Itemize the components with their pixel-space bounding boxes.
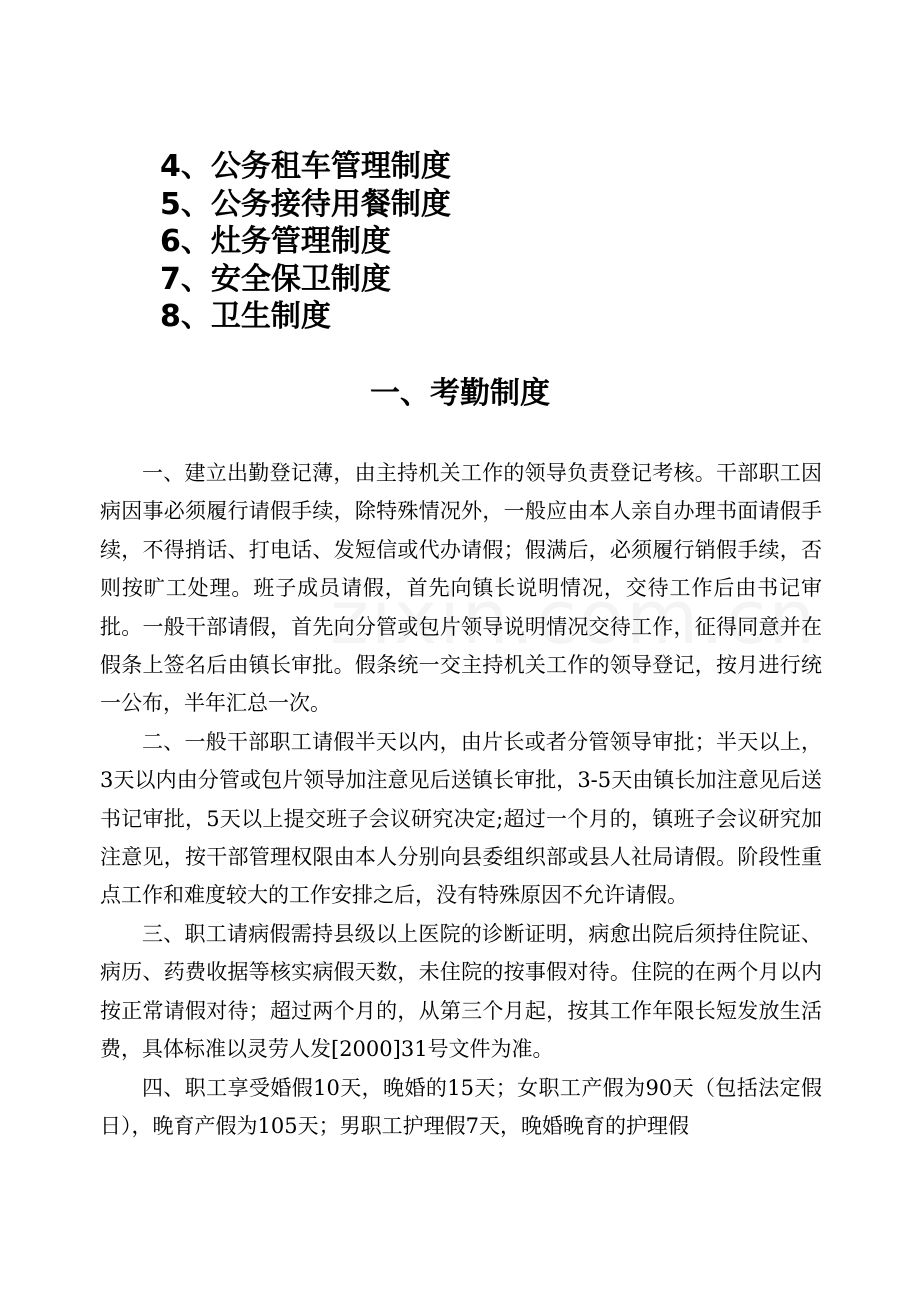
- body-text: [100, 454, 822, 1145]
- toc-item-7: 7、安全保卫制度: [160, 261, 391, 297]
- toc-item-4: 4、公务租车管理制度: [160, 149, 451, 184]
- toc-item-6: 6、灶务管理制度: [160, 224, 391, 259]
- paragraph-3: 三、职工请病假需持县级以上医院的诊断证明，病愈出院后须持住院证、病历、药费收据等核实病假天数，未住院的按事假对待。住院的在两个月以内按正常请假对待；超过两个月的，从第三个月起，按其工作年限长短发放生活费，具体标准以灵劳人发[2000]31号文件为准。: [100, 921, 822, 1062]
- paragraph-4: 四、职工享受婚假10天，晚婚的15天；女职工产假为90天（包括法定假日），晚育产假为105天；男职工护理假7天，晚婚晚育的护理假: [100, 1075, 822, 1138]
- toc-item-8: 8、卫生制度: [160, 299, 331, 334]
- table-of-contents: [160, 148, 451, 336]
- paragraph-1: 一、建立出勤登记薄，由主持机关工作的领导负责登记考核。干部职工因病因事必须履行请假手续，除特殊情况外，一般应由本人亲自办理书面请假手续，不得捎话、打电话、发短信或代办请假；假满后，必须履行销假手续，否则按旷工处理。班子成员请假，首先向镇长说明情况，交待工作后由书记审批。一般干部请假，首先向分管或包片领导说明情况交待工作，征得同意并在假条上签名后由镇长审批。假条统一交主持机关工作的领导登记，按月进行统一公布，半年汇总一次。: [100, 461, 822, 716]
- toc-item-5: 5、公务接待用餐制度: [160, 186, 451, 222]
- section-title: 一、考勤制度: [370, 376, 550, 411]
- paragraph-2: 二、一般干部职工请假半天以内，由片长或者分管领导审批；半天以上，3天以内由分管或包片领导加注意见后送镇长审批，3-5天由镇长加注意见后送书记审批，5天以上提交班子会议研究决定;超过一个月的，镇班子会议研究加注意见，按干部管理权限由本人分别向县委组织部或县人社局请假。阶段性重点工作和难度较大的工作安排之后，没有特殊原因不允许请假。: [100, 729, 822, 908]
